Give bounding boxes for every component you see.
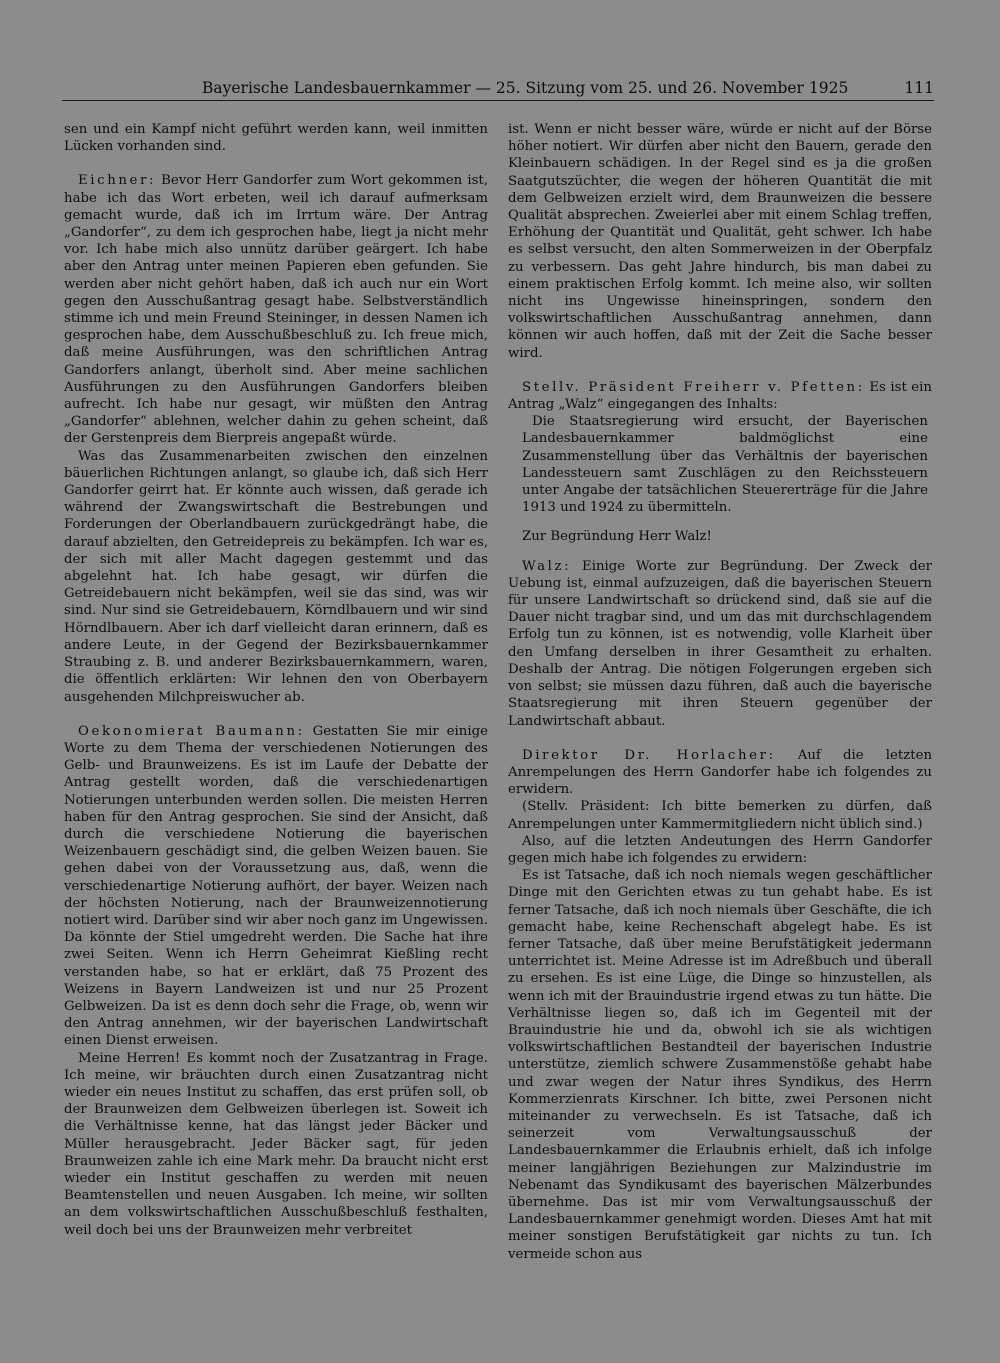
paragraph: (Stellv. Präsident: Ich bitte bemerken zu dürfen, daß Anrempelungen unter Kammermitgliedern nicht üblich sind.) [508, 799, 932, 832]
left-column [64, 121, 488, 1239]
speech-text: Gestatten Sie mir einige Worte zu dem Thema der verschiedenen Notierungen des Gelb- und Braunweizens. Es ist im Laufe der Debatte der Antrag gestellt worden, daß die verschiedenartigen Notierungen unterbunden werden sollen. Die meisten Herren haben für den Antrag gesprochen. Sie sind der Ansicht, daß durch die verschiedene Notierung die bayerischen Weizenbauern geschädigt sind, die gelben Weizen bauen. Sie gehen dabei von der Voraussetzung aus, daß, wenn die verschiedenartige Notierung aufhört, der bayer. Weizen nach der höchsten Notierung, nach der Braunweizennotierung notiert wird. Darüber sind wir aber noch ganz im Ungewissen. Da könnte der Stiel umgedreht werden. Die Sache hat ihre zwei Seiten. Wenn ich Herrn Geheimrat Kießling recht verstanden habe, so hat er erklärt, daß 75 Prozent des Weizens in Bayern Landweizen ist und nur 25 Prozent Gelbweizen. Da ist es denn doch sehr die Frage, ob, wenn wir den Antrag annehmen, wir der bayerischen Landwirtschaft einen Dienst erweisen. [64, 723, 488, 1049]
paragraph: Meine Herren! Es kommt noch der Zusatzantrag in Frage. Ich meine, wir bräuchten durch einen Zusatzantrag nicht wieder ein neues Institut zu schaffen, das erst prüfen soll, ob der Braunweizen dem Gelbweizen überlegen ist. Soweit ich die Verhältnisse kenne, hat das längst jeder Bäcker und Müller herausgebracht. Jeder Bäcker sagt, für jeden Braunweizen zahle ich eine Mark mehr. Da braucht nicht erst wieder ein Institut geschaffen zu werden mit neuen Beamtenstellen und neuen Ausgaben. Ich meine, wir sollten an dem volkswirtschaftlichen Ausschußbeschluß festhalten, weil doch bei uns der Braunweizen mehr verbreitet [64, 1050, 488, 1238]
paragraph: sen und ein Kampf nicht geführt werden kann, weil inmitten Lücken vorhanden sind. [64, 122, 488, 155]
quote-text: Die Staatsregierung wird ersucht, der Bayerischen Landesbauernkammer baldmöglichst eine Zusammenstellung über das Verhältnis der bayerischen Landessteuern samt Zuschlägen zu den Reichssteuern unter Angabe der tatsächlichen Steuererträge für die Jahre 1913 und 1924 zu übermitteln. [522, 414, 928, 516]
speaker-name: Stellv. Präsident Freiherr v. Pfetten: [522, 379, 865, 395]
speech-eichner [64, 172, 488, 447]
speech-walz [508, 558, 932, 730]
speech-text: Bevor Herr Gandorfer zum Wort gekommen ist, habe ich das Wort erbeten, weil ich darauf aufmerksam gemacht wurde, daß ich im Irrtum wäre. Der Antrag „Gandorfer“, zu dem ich gesprochen habe, liegt ja nicht mehr vor. Ich habe mich also unnütz darüber geärgert. Ich habe aber den Antrag unter meinen Papieren eben gefunden. Sie werden aber nicht gehört haben, daß ich auch nur ein Wort gegen den Ausschußantrag gesagt habe. Selbstverständlich stimme ich und mein Freund Steininger, in dessen Namen ich gesprochen habe, dem Ausschußbeschluß zu. Ich freue mich, daß meine Ausführungen, was den schriftlichen Antrag Gandorfers anlangt, überholt sind. Aber meine sachlichen Ausführungen zu den Ausführungen Gandorfers bleiben aufrecht. Ich habe nur gesagt, wir müßten den Antrag „Gandorfer“ ablehnen, welcher dahin zu gehen scheint, daß der Gerstenpreis dem Bierpreis angepaßt würde. [64, 173, 488, 447]
speech-text: Einige Worte zur Begründung. Der Zweck der Uebung ist, einmal aufzuzeigen, daß die bayerischen Steuern für unsere Landwirtschaft so drückend sind, daß sie auf die Dauer nicht tragbar sind, und um das mit durchschlagendem Erfolg tun zu können, ist es notwendig, volle Klarheit über den Umfang derselben in ihrer Gesamtheit zu erhalten. Deshalb der Antrag. Die nötigen Folgerungen ergeben sich von selbst; sie müssen dazu führen, daß auch die bayerische Staatsregierung mit ihren Steuern gegenüber der Landwirtschaft abbaut. [508, 558, 932, 729]
paragraph: Also, auf die letzten Andeutungen des Herrn Gandorfer gegen mich habe ich folgendes zu erwidern: [508, 833, 932, 866]
speech-text: Es ist ein Antrag „Walz“ eingegangen des Inhalts: [508, 379, 932, 413]
page-number: 111 [904, 79, 934, 97]
speech-text: Auf die letzten Anrempelungen des Herrn Gandorfer habe ich folgendes zu erwidern. [508, 747, 933, 798]
running-header [62, 76, 934, 101]
header-title: Bayerische Landesbauernkammer — 25. Sitzung vom 25. und 26. November 1925 [202, 79, 849, 97]
right-column [508, 121, 932, 1263]
paragraph: Es ist Tatsache, daß ich noch niemals wegen geschäftlicher Dinge mit den Gerichten etwas zu tun gehabt habe. Es ist ferner Tatsache, daß ich noch niemals über Geschäfte, die ich gemacht habe, keine Rechenschaft abgelegt habe. Es ist ferner Tatsache, daß über meine Berufstätigkeit jedermann unterrichtet ist. Meine Adresse ist im Adreßbuch und überall zu ersehen. Es ist eine Lüge, die Dinge so hinzustellen, als wenn ich mit der Brauindustrie irgend etwas zu tun hätte. Die Verhältnisse liegen so, daß ich im Gegenteil mit der Brauindustrie hie und da, obwohl ich sie als wichtigen volkswirtschaftlichen Bestandteil der bayerischen Industrie unterstütze, ziemlich schwere Zusammenstöße gehabt habe und zwar wegen der Natur ihres Syndikus, des Herrn Kommerzienrats Kirschner. Ich bitte, zwei Personen nicht miteinander zu verwechseln. Es ist Tatsache, daß ich seinerzeit vom Verwaltungsausschuß der Landesbauernkammer die Erlaubnis erhielt, daß ich infolge meiner langjährigen Beziehungen zur Malzindustrie im Nebenamt das Syndikusamt des bayerischen Mälzerbundes übernehme. Das ist mir vom Verwaltungsausschuß der Landesbauernkammer genehmigt worden. Dieses Amt hat mit meiner sonstigen Berufstätigkeit gar nichts zu tun. Ich vermeide schon aus [508, 868, 932, 1262]
speech-pfetten [508, 379, 932, 413]
paragraph: ist. Wenn er nicht besser wäre, würde er nicht auf der Börse höher notiert. Wir dürfen aber nicht den Bauern, gerade den Kleinbauern schädigen. In der Regel sind es ja die großen Saatgutszüchter, die wegen der höheren Quantität die mit dem Gelbweizen erzielt wird, dem Braunweizen die bessere Qualität absprechen. Zweierlei aber mit einem Schlag treffen, Erhöhung der Quantität und Qualität, geht schwer. Ich habe es selbst versucht, den alten Sommerweizen in der Oberpfalz zu verbessern. Das geht Jahre hindurch, bis man dabei zu einem praktischen Erfolg kommt. Ich meine also, wir sollten nicht ins Ungewisse hineinspringen, sondern den volkswirtschaftlichen Ausschußantrag annehmen, dann können wir auch hoffen, daß mit der Zeit die Sache besser wird. [508, 122, 932, 361]
motion-quote [508, 413, 932, 516]
speaker-name: Direktor Dr. Horlacher: [522, 747, 776, 763]
speech-horlacher [508, 747, 932, 799]
speech-baumann [64, 723, 488, 1050]
paragraph: Was das Zusammenarbeiten zwischen den einzelnen bäuerlichen Richtungen anlangt, so glaube ich, daß sich Herr Gandorfer geirrt hat. Er könnte auch wissen, daß gerade ich während der Zwangswirtschaft die Bestrebungen und Forderungen der Oberlandbauern zurückgedrängt habe, die darauf abzielten, den Getreidepreis zu bekämpfen. Ich war es, der sich mit aller Macht dagegen gestemmt und das abgelehnt hat. Ich habe gesagt, wir dürfen die Getreidebauern nicht bekämpfen, weil sie das sind, was wir sind. Nur sind sie Getreidebauern, Körndlbauern und wir sind Hörndlbauern. Aber ich darf vielleicht daran erinnern, daß es andere Leute, in der Gegend der Bezirksbauernkammer Straubing z. B. und anderer Bezirksbauernkammern, waren, die öffentlich erklärten: Wir lehnen den von Oberbayern ausgehenden Milchpreiswucher ab. [64, 448, 488, 705]
speaker-name: Oekonomierat Baumann: [78, 723, 305, 739]
speaker-name: Eichner: [78, 173, 157, 189]
paragraph: Zur Begründung Herr Walz! [522, 529, 712, 545]
speaker-name: Walz: [522, 558, 572, 574]
